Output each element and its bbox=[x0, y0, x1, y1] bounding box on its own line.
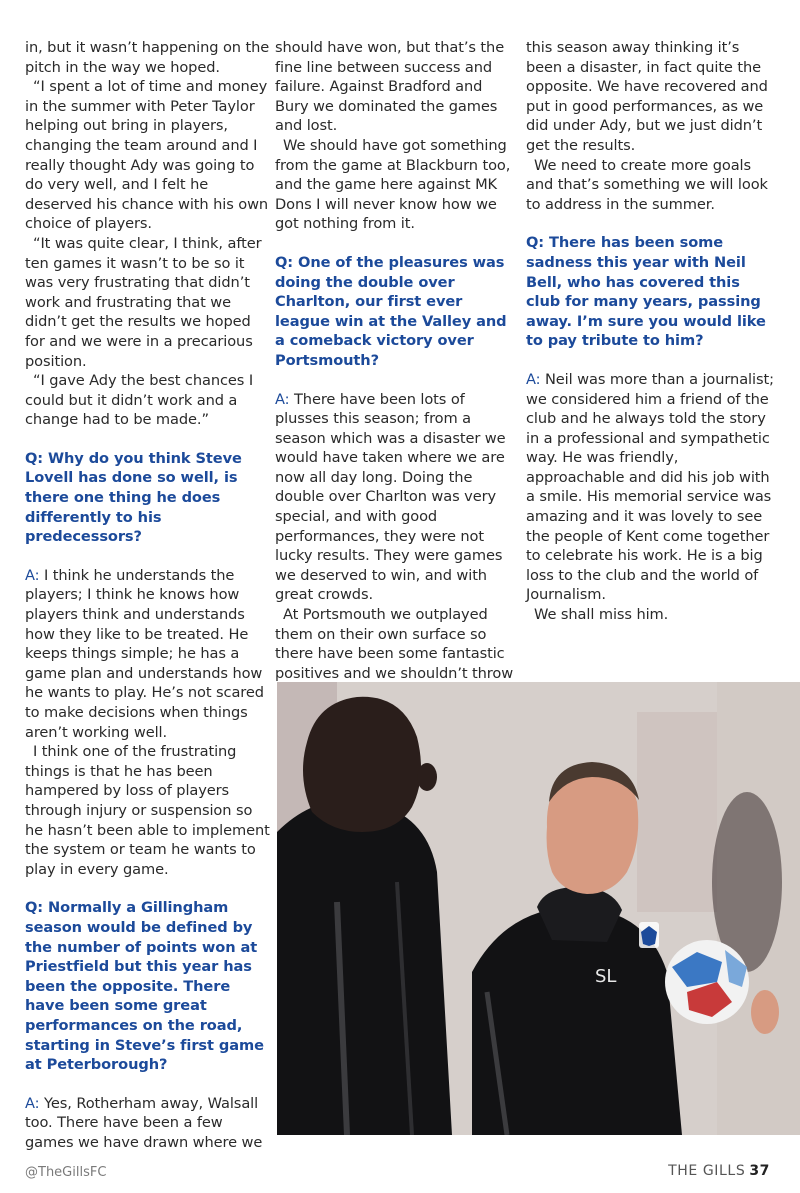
paragraph: should have won, but that’s the fine line between success and failure. Against Bradford and Bury we dominated the games and lost. bbox=[275, 39, 505, 135]
answer-text: I think he understands the players; I think he knows how players think and understands how they like to be treated. He keeps things simple; he has a game plan and understands how he wants to play. He’s not scared to make decisions when things aren’t working well. bbox=[25, 566, 264, 741]
paragraph: this season away thinking it’s been a disaster, in fact quite the opposite. We have recovered and put in good performances, as we did under Ady, but we just didn’t get the results. bbox=[526, 39, 768, 154]
interview-question: Q: Normally a Gillingham season would be defined by the number of points won at Priestfield but this year has been the opposite. There have been some great performances on the road, starting in Steve’s first game at Peterborough? bbox=[25, 899, 264, 1074]
interview-answer bbox=[526, 370, 778, 605]
answer-label: A: bbox=[25, 1094, 40, 1112]
article-column-2 bbox=[275, 38, 520, 683]
paragraph: We shall miss him. bbox=[534, 606, 669, 624]
paragraph: “It was quite clear, I think, after ten games it wasn’t to be so it was very frustrating that didn’t work and frustrating that we didn’t get the results we hoped for and we were in a precarious position. bbox=[25, 234, 262, 370]
answer-text: Neil was more than a journalist; we considered him a friend of the club and he always told the story in a professional and sympathetic way. He was friendly, approachable and did his job with a smile. His memorial service was amazing and it was lovely to see the people of Kent come together to celebrate his work. He is a big loss to the club and the world of Journalism. bbox=[526, 370, 774, 604]
interview-answer bbox=[25, 566, 270, 742]
page-number: 37 bbox=[749, 1163, 770, 1179]
article-column-1 bbox=[25, 38, 270, 1152]
interview-question: Q: Why do you think Steve Lovell has done so well, is there one thing he does differently to his predecessors? bbox=[25, 449, 242, 546]
paragraph: I think one of the frustrating things is that he has been hampered by loss of players through injury or suspension so he hasn’t been able to implement the system or team he wants to play in every game. bbox=[25, 743, 270, 878]
coaches-illustration bbox=[277, 682, 800, 1135]
paragraph: We should have got something from the game at Blackburn too, and the game here against MK Dons I will never know how we got nothing from it. bbox=[275, 136, 511, 233]
answer-text: There have been lots of plusses this season; from a season which was a disaster we would have taken where we are now all day long. Doing the double over Charlton was very special, and with good performances, they were not lucky results. They were games we deserved to win, and with great crowds. bbox=[275, 390, 506, 604]
kit-initials: SL bbox=[595, 966, 617, 987]
page-footer bbox=[668, 1163, 770, 1179]
interview-answer bbox=[25, 1094, 270, 1153]
magazine-name: THE GILLS bbox=[668, 1163, 746, 1179]
paragraph: “I gave Ady the best chances I could but it didn’t work and a change had to be made.” bbox=[25, 372, 254, 429]
paragraph: “I spent a lot of time and money in the summer with Peter Taylor helping out bring in players, changing the team around and I really thought Ady was going to do very well, and I felt he deserved his chance with his own choice of players. bbox=[25, 78, 269, 233]
answer-label: A: bbox=[25, 566, 40, 584]
answer-text: Yes, Rotherham away, Walsall too. There have been a few games we have drawn where we bbox=[25, 1094, 263, 1151]
coaches-photo bbox=[277, 682, 800, 1135]
answer-label: A: bbox=[275, 390, 290, 408]
paragraph: At Portsmouth we outplayed them on their own surface so there have been some fantastic positives and we shouldn’t throw bbox=[275, 606, 514, 682]
twitter-handle: @TheGillsFC bbox=[25, 1165, 107, 1180]
interview-question: Q: There has been some sadness this year with Neil Bell, who has covered this club for many years, passing away. I’m sure you would like to pay tribute to him? bbox=[526, 234, 766, 350]
interview-question: Q: One of the pleasures was doing the double over Charlton, our first ever league win at the Valley and a comeback victory over Portsmouth? bbox=[275, 253, 507, 369]
paragraph: in, but it wasn’t happening on the pitch in the way we hoped. bbox=[25, 39, 270, 76]
paragraph: We need to create more goals and that’s something we will look to address in the summer. bbox=[526, 156, 768, 213]
answer-label: A: bbox=[526, 370, 541, 388]
article-column-3 bbox=[526, 38, 778, 625]
football-icon bbox=[665, 940, 749, 1024]
interview-answer bbox=[275, 390, 520, 606]
